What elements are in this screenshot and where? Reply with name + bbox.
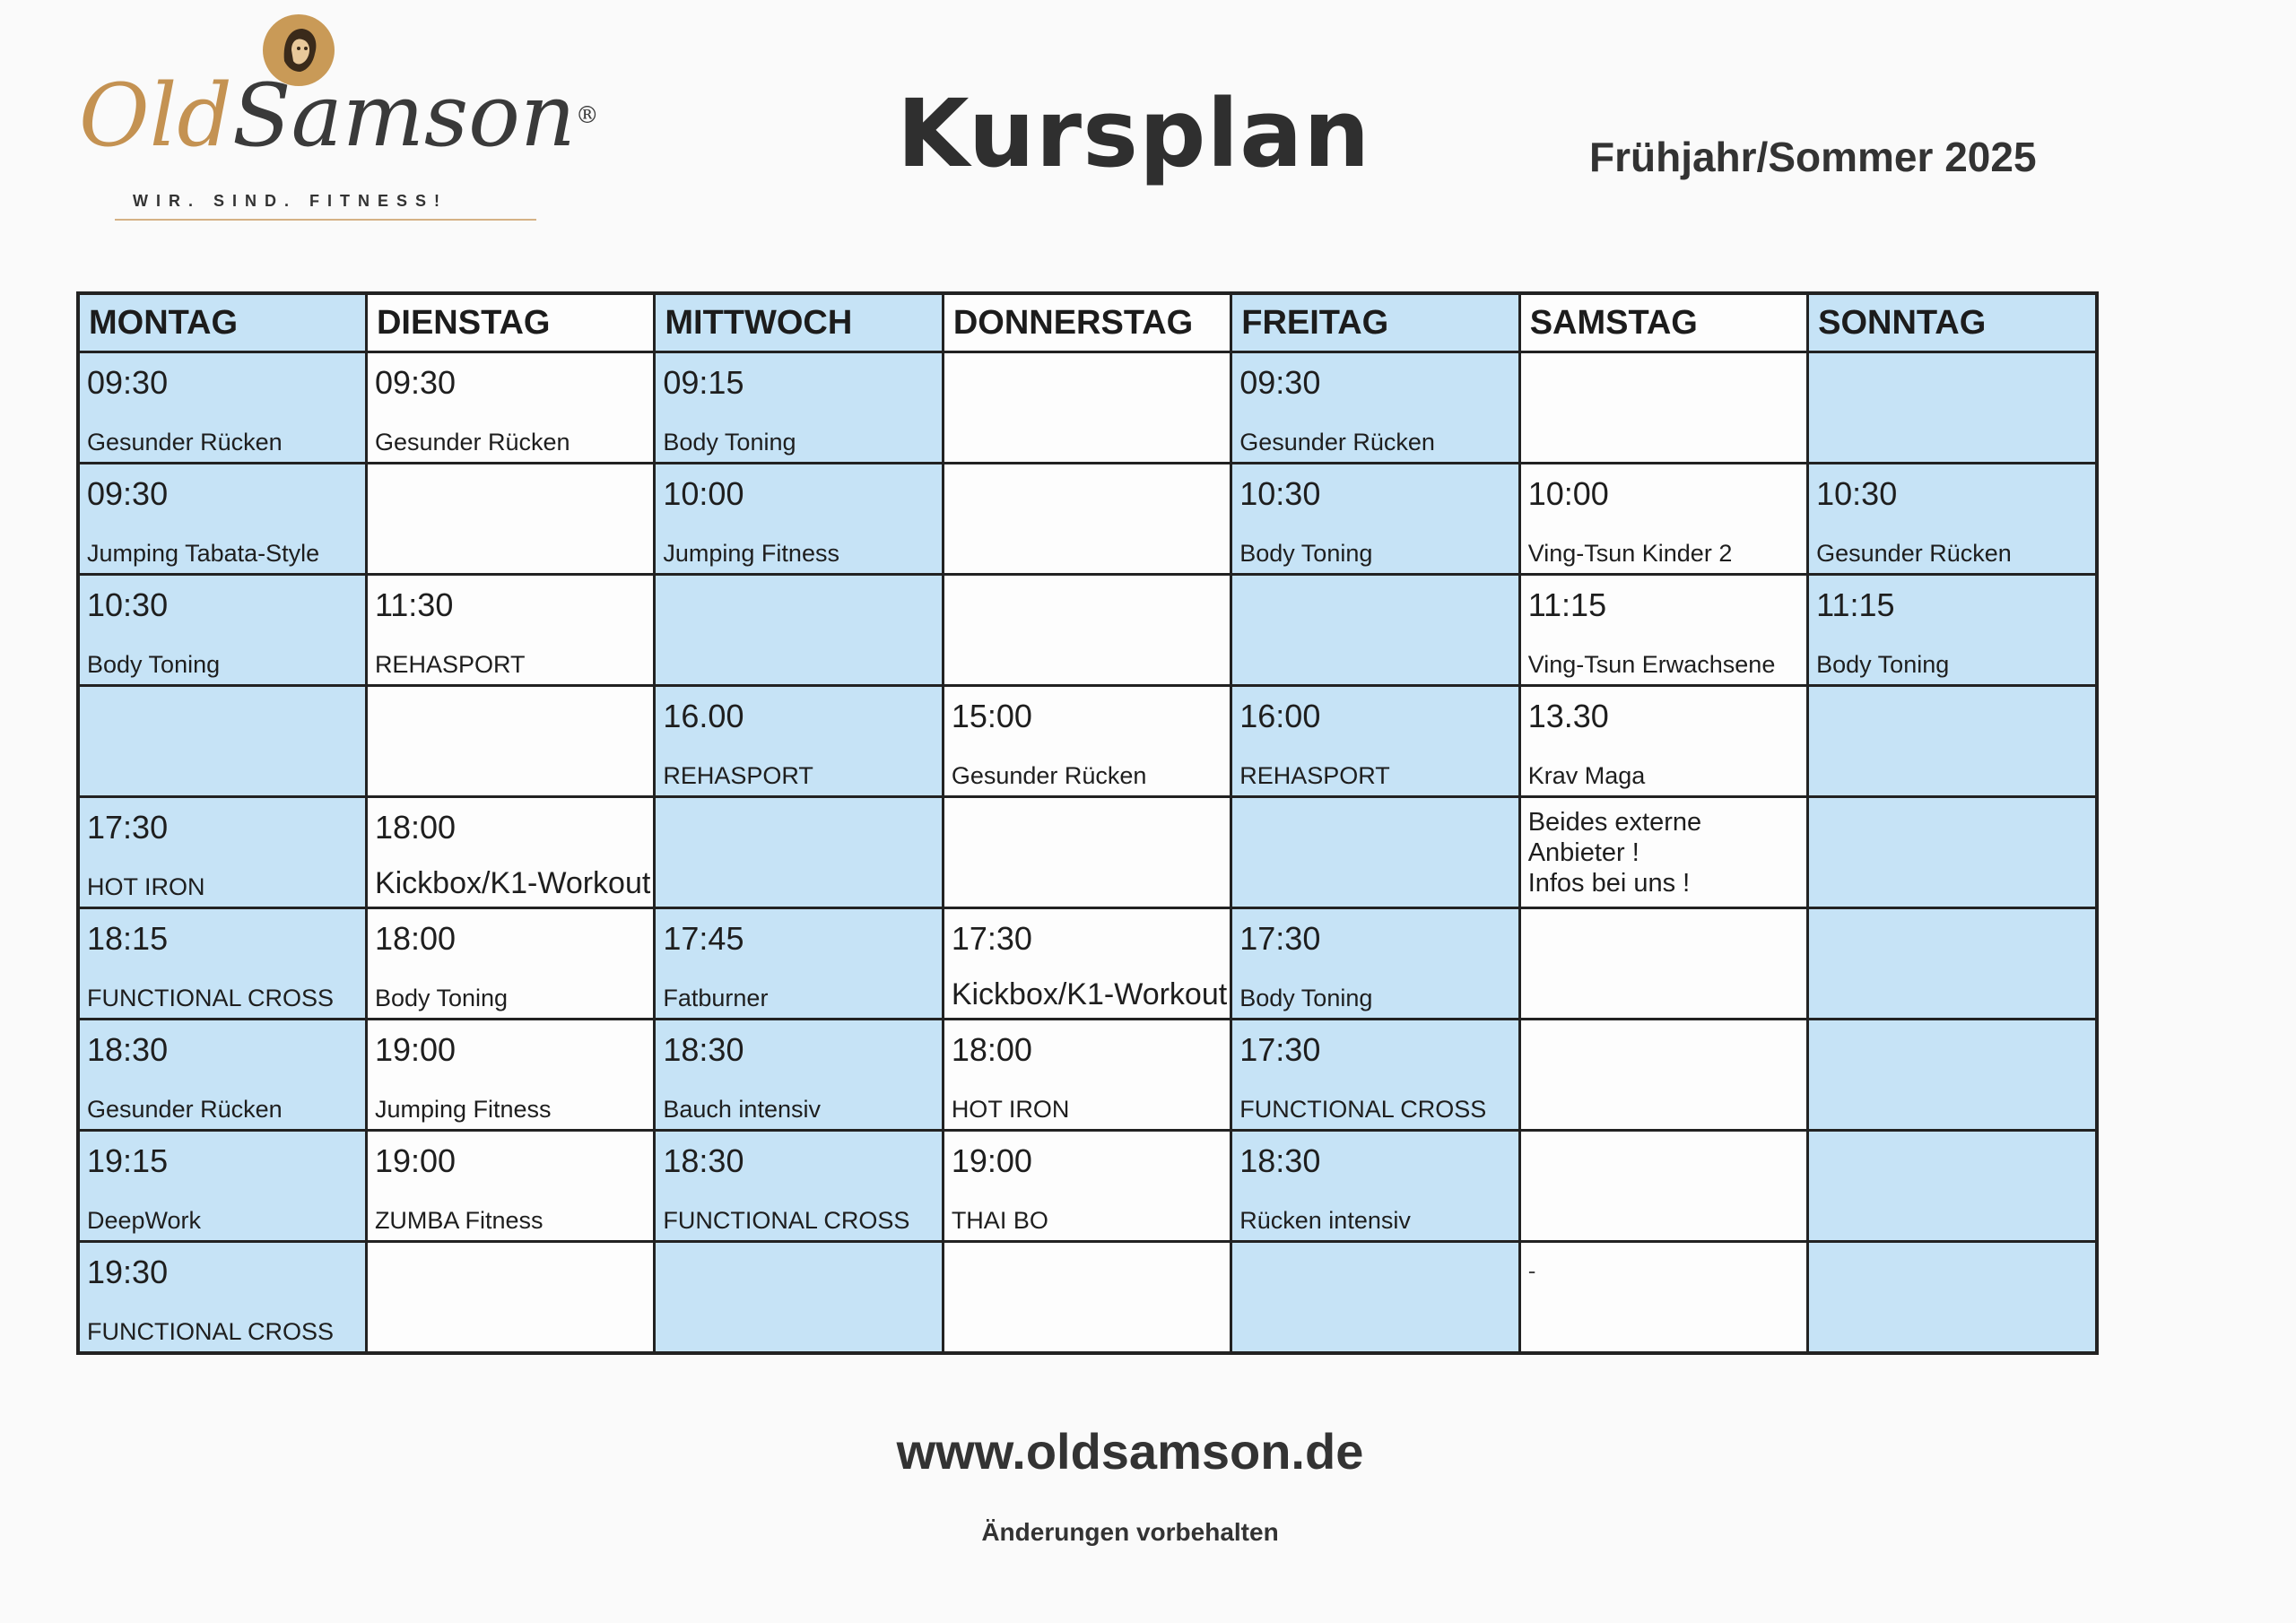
note-line: Beides externe: [1527, 808, 1702, 837]
course-name: Body Toning: [374, 985, 509, 1011]
schedule-cell: [366, 1131, 654, 1242]
schedule-cell: [366, 797, 654, 908]
course-time: 19:00: [951, 1142, 1032, 1179]
schedule-cell: [78, 1242, 366, 1354]
course-time: 19:15: [87, 1142, 169, 1179]
course-time: 18:30: [87, 1031, 169, 1068]
schedule-cell: [1808, 352, 2097, 464]
course-time: 19:00: [374, 1031, 457, 1068]
schedule-cell: [1808, 575, 2097, 686]
course-name: FUNCTIONAL CROSS: [663, 1207, 910, 1234]
course-name: Gesunder Rücken: [374, 429, 570, 456]
schedule-cell: [943, 1242, 1231, 1354]
schedule-cell: [655, 464, 943, 575]
day-header-mittwoch: MITTWOCH: [655, 293, 943, 352]
course-name: Kickbox/K1-Workout: [951, 977, 1228, 1011]
course-name: THAI BO: [951, 1207, 1048, 1234]
day-header-montag: MONTAG: [78, 293, 366, 352]
website-link[interactable]: www.oldsamson.de: [896, 1423, 1364, 1480]
schedule-cell: [943, 575, 1231, 686]
course-time: 17:30: [951, 920, 1032, 957]
course-name: Kickbox/K1-Workout: [374, 866, 651, 900]
course-name: FUNCTIONAL CROSS: [1239, 1096, 1487, 1123]
schedule-cell: [1231, 352, 1519, 464]
course-time: 10:30: [1239, 475, 1321, 512]
schedule-cell: [1808, 464, 2097, 575]
course-name: FUNCTIONAL CROSS: [87, 1318, 335, 1345]
schedule-cell: [1808, 1020, 2097, 1131]
schedule-cell: [78, 797, 366, 908]
schedule-cell: [78, 1131, 366, 1242]
course-name: Ving-Tsun Kinder 2: [1527, 540, 1733, 567]
course-schedule-table: [76, 291, 2099, 1355]
course-name: Gesunder Rücken: [87, 429, 283, 456]
schedule-cell: [655, 1242, 943, 1354]
course-time: 18:00: [374, 920, 457, 957]
course-time: 13.30: [1527, 698, 1609, 734]
course-time: 10:30: [1816, 475, 1898, 512]
table-row: [78, 686, 2097, 797]
schedule-cell: [655, 908, 943, 1020]
table-row: [78, 908, 2097, 1020]
schedule-cell: [1231, 1020, 1519, 1131]
registered-mark: ®: [575, 102, 599, 129]
schedule-cell: [655, 1020, 943, 1131]
course-time: 10:00: [1527, 475, 1609, 512]
table-row: [78, 1242, 2097, 1354]
course-time: 16:00: [1239, 698, 1321, 734]
schedule-cell: [1231, 686, 1519, 797]
day-header-sonntag: SONNTAG: [1808, 293, 2097, 352]
schedule-cell: [1231, 797, 1519, 908]
external-provider-note: [1528, 807, 1701, 898]
course-time: 17:30: [1239, 920, 1321, 957]
schedule-cell: [78, 908, 366, 1020]
schedule-cell: [366, 686, 654, 797]
course-name: REHASPORT: [663, 762, 813, 789]
schedule-cell: [366, 575, 654, 686]
schedule-cell: [943, 464, 1231, 575]
dash-mark: -: [1527, 1257, 1536, 1284]
table-row: [78, 797, 2097, 908]
schedule-cell: [655, 797, 943, 908]
course-time: 18:15: [87, 920, 169, 957]
schedule-cell: [655, 575, 943, 686]
disclaimer-text: Änderungen vorbehalten: [981, 1518, 1279, 1546]
schedule-cell: [1231, 1131, 1519, 1242]
schedule-cell: [943, 352, 1231, 464]
schedule-cell: [943, 1131, 1231, 1242]
course-time: 17:30: [87, 809, 169, 846]
schedule-cell: [1519, 1020, 1807, 1131]
schedule-cell: [943, 686, 1231, 797]
course-name: REHASPORT: [374, 651, 526, 678]
table-row: [78, 575, 2097, 686]
course-name: Body Toning: [1239, 985, 1373, 1011]
schedule-cell: [366, 464, 654, 575]
logo-tagline: WIR. SIND. FITNESS!: [133, 192, 448, 210]
schedule-cell: [366, 1020, 654, 1131]
course-name: Gesunder Rücken: [87, 1096, 283, 1123]
course-name: REHASPORT: [1239, 762, 1390, 789]
schedule-cell: [943, 1020, 1231, 1131]
schedule-cell: [366, 352, 654, 464]
course-time: 11:30: [374, 586, 454, 623]
schedule-cell: [1231, 908, 1519, 1020]
season-label: Frühjahr/Sommer 2025: [1589, 134, 2037, 180]
schedule-cell: [78, 352, 366, 464]
course-name: Gesunder Rücken: [1239, 429, 1435, 456]
course-name: Krav Maga: [1527, 762, 1646, 789]
day-header-dienstag: DIENSTAG: [366, 293, 654, 352]
course-time: 10:30: [87, 586, 169, 623]
course-time: 18:30: [663, 1031, 744, 1068]
schedule-cell: [1519, 1131, 1807, 1242]
course-name: ZUMBA Fitness: [374, 1207, 544, 1234]
course-name: Ving-Tsun Erwachsene: [1527, 651, 1776, 678]
note-line: Infos bei uns !: [1527, 869, 1691, 898]
course-name: Jumping Fitness: [663, 540, 839, 567]
course-time: 11:15: [1816, 586, 1895, 623]
course-name: Gesunder Rücken: [1816, 540, 2012, 567]
course-time: 18:30: [1239, 1142, 1321, 1179]
day-header-donnerstag: DONNERSTAG: [943, 293, 1231, 352]
schedule-cell: [78, 686, 366, 797]
schedule-cell: [1231, 1242, 1519, 1354]
schedule-cell: [366, 1242, 654, 1354]
course-name: Gesunder Rücken: [951, 762, 1147, 789]
course-name: Body Toning: [87, 651, 221, 678]
logo-divider: [115, 219, 536, 221]
course-name: DeepWork: [87, 1207, 202, 1234]
page-title: Kursplan: [897, 79, 1371, 188]
course-time: 09:30: [87, 364, 169, 401]
course-time: 18:00: [951, 1031, 1032, 1068]
schedule-cell: [1519, 575, 1807, 686]
course-name: Rücken intensiv: [1239, 1207, 1411, 1234]
course-name: FUNCTIONAL CROSS: [87, 985, 335, 1011]
schedule-cell: [1519, 797, 1807, 908]
course-name: Jumping Tabata-Style: [87, 540, 320, 567]
table-row: [78, 352, 2097, 464]
logo-word-samson: Samson: [231, 65, 576, 166]
schedule-cell: [655, 352, 943, 464]
schedule-cell: [1519, 352, 1807, 464]
schedule-cell: [1808, 797, 2097, 908]
course-time: 18:30: [663, 1142, 744, 1179]
schedule-cell: [655, 686, 943, 797]
schedule-cell: [1519, 464, 1807, 575]
course-name: Body Toning: [663, 429, 796, 456]
schedule-cell: [1808, 908, 2097, 1020]
table-row: [78, 464, 2097, 575]
schedule-cell: [1808, 1242, 2097, 1354]
course-name: HOT IRON: [951, 1096, 1070, 1123]
schedule-cell: [1231, 575, 1519, 686]
course-time: 16.00: [663, 698, 744, 734]
course-time: 10:00: [663, 475, 744, 512]
course-name: Bauch intensiv: [663, 1096, 821, 1123]
table-row: [78, 1020, 2097, 1131]
course-time: 09:30: [374, 364, 457, 401]
schedule-cell: [1231, 464, 1519, 575]
schedule-cell: [1519, 1242, 1807, 1354]
schedule-cell: [655, 1131, 943, 1242]
day-header-freitag: FREITAG: [1231, 293, 1519, 352]
course-name: Fatburner: [663, 985, 769, 1011]
schedule-cell: [1519, 908, 1807, 1020]
day-header-row: [78, 293, 2097, 352]
course-time: 11:15: [1527, 586, 1607, 623]
course-time: 17:30: [1239, 1031, 1321, 1068]
schedule-cell: [78, 575, 366, 686]
course-name: HOT IRON: [87, 873, 205, 900]
schedule-cell: [1519, 686, 1807, 797]
logo-word-old: Old: [79, 65, 232, 166]
schedule-cell: [1808, 686, 2097, 797]
schedule-cell: [943, 797, 1231, 908]
schedule-cell: [1808, 1131, 2097, 1242]
course-time: 18:00: [374, 809, 457, 846]
course-time: 09:30: [1239, 364, 1321, 401]
course-time: 09:15: [663, 364, 744, 401]
course-time: 15:00: [951, 698, 1032, 734]
course-time: 17:45: [663, 920, 744, 957]
schedule-cell: [78, 1020, 366, 1131]
course-time: 19:00: [374, 1142, 457, 1179]
course-name: Jumping Fitness: [374, 1096, 552, 1123]
schedule-cell: [366, 908, 654, 1020]
schedule-cell: [943, 908, 1231, 1020]
schedule-cell: [78, 464, 366, 575]
course-time: 09:30: [87, 475, 169, 512]
course-name: Body Toning: [1816, 651, 1950, 678]
note-line: Anbieter !: [1527, 838, 1639, 867]
logo-wordmark: [79, 66, 599, 165]
oldsamson-logo: [79, 9, 599, 224]
course-time: 19:30: [87, 1254, 169, 1290]
table-row: [78, 1131, 2097, 1242]
day-header-samstag: SAMSTAG: [1519, 293, 1807, 352]
course-name: Body Toning: [1239, 540, 1373, 567]
